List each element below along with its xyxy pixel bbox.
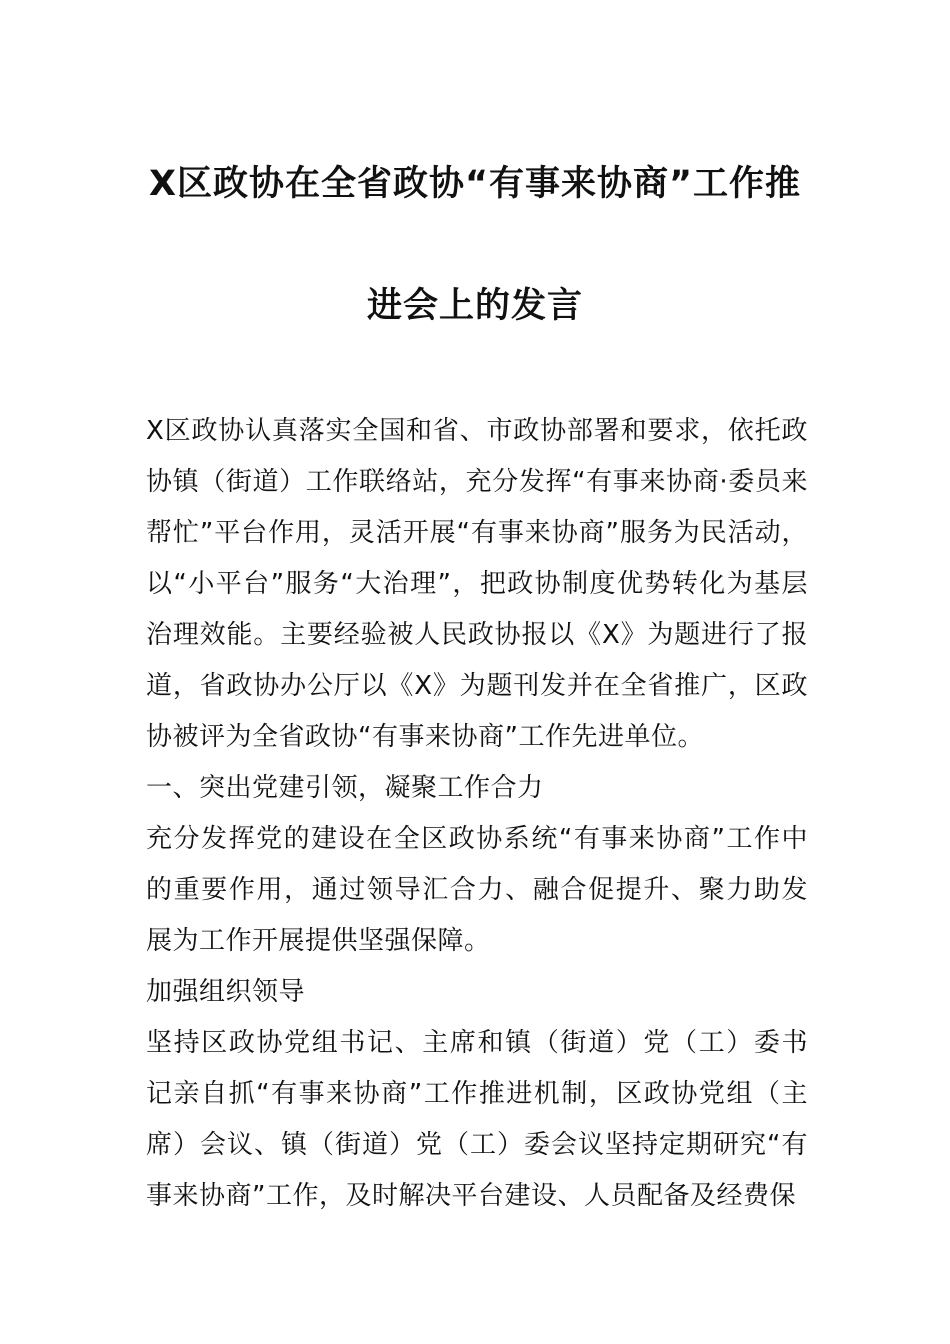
document-title-line-2: 进会上的发言 <box>366 286 583 326</box>
paragraph-subsection: 坚持区政协党组书记、主席和镇（街道）党（工）委书记亲自抓“有事来协商”工作推进机制，区政协党组（主席）会议、镇（街道）党（工）委会议坚持定期研究“有事来协商”工作，及时解决平台建设、人员配备及经费保 <box>146 1028 808 1211</box>
subsection-heading: 加强组织领导 <box>146 977 306 1007</box>
document-body <box>146 406 808 1222</box>
document-title-line-1: X区政协在全省政协“有事来协商”工作推 <box>149 164 801 204</box>
paragraph-intro: X区政协认真落实全国和省、市政协部署和要求，依托政协镇（街道）工作联络站，充分发挥“有事来协商·委员来帮忙”平台作用，灵活开展“有事来协商”服务为民活动，以“小平台”服务“大治理”，把政协制度优势转化为基层治理效能。主要经验被人民政协报以《X》为题进行了报道，省政协办公厅以《X》为题刊发并在全省推广，区政协被评为全省政协“有事来协商”工作先进单位。 <box>146 416 808 752</box>
section-heading-1: 一、突出党建引领，凝聚工作合力 <box>146 773 544 803</box>
paragraph-section-1: 充分发挥党的建设在全区政协系统“有事来协商”工作中的重要作用，通过领导汇合力、融合促提升、聚力助发展为工作开展提供坚强保障。 <box>146 824 808 956</box>
